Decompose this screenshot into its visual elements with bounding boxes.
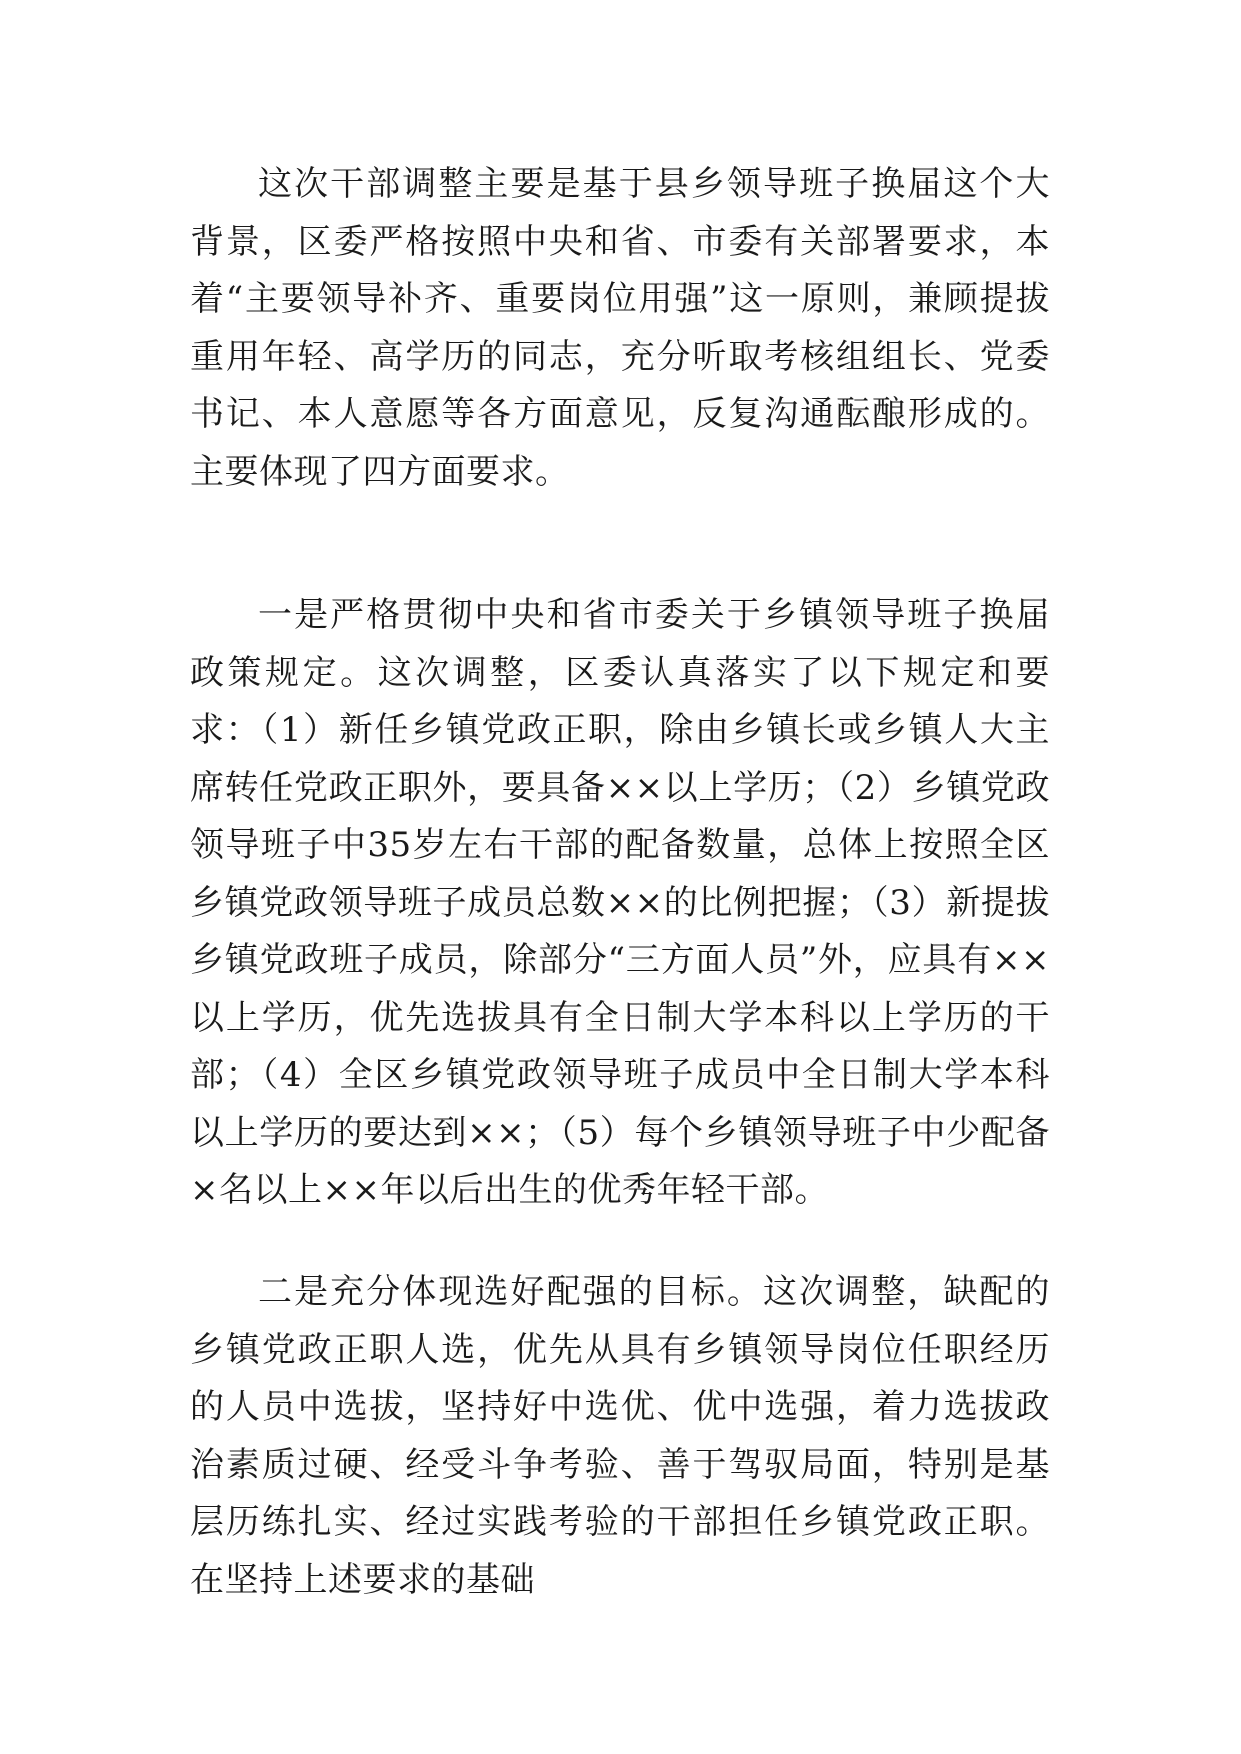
paragraph-point-one: 一是严格贯彻中央和省市委关于乡镇领导班子换届政策规定。这次调整，区委认真落实了以下规定和要求：（1）新任乡镇党政正职，除由乡镇长或乡镇人大主席转任党政正职外，要具备××以上学历；（2）乡镇党政领导班子中35岁左右干部的配备数量，总体上按照全区乡镇党政领导班子成员总数××的比例把握；（3）新提拔乡镇党政班子成员，除部分“三方面人员”外，应具有××以上学历，优先选拔具有全日制大学本科以上学历的干部；（4）全区乡镇党政领导班子成员中全日制大学本科以上学历的要达到××；（5）每个乡镇领导班子中少配备×名以上××年以后出生的优秀年轻干部。	[190, 595, 1050, 1210]
paragraph-point-two: 二是充分体现选好配强的目标。这次调整，缺配的乡镇党政正职人选，优先从具有乡镇领导岗位任职经历的人员中选拔，坚持好中选优、优中选强，着力选拔政治素质过硬、经受斗争考验、善于驾驭局面，特别是基层历练扎实、经过实践考验的干部担任乡镇党政正职。在坚持上述要求的基础	[190, 1272, 1050, 1600]
paragraph-intro: 这次干部调整主要是基于县乡领导班子换届这个大背景，区委严格按照中央和省、市委有关部署要求，本着“主要领导补齐、重要岗位用强”这一原则，兼顾提拔重用年轻、高学历的同志，充分听取考核组组长、党委书记、本人意愿等各方面意见，反复沟通酝酿形成的。主要体现了四方面要求。	[190, 164, 1050, 492]
